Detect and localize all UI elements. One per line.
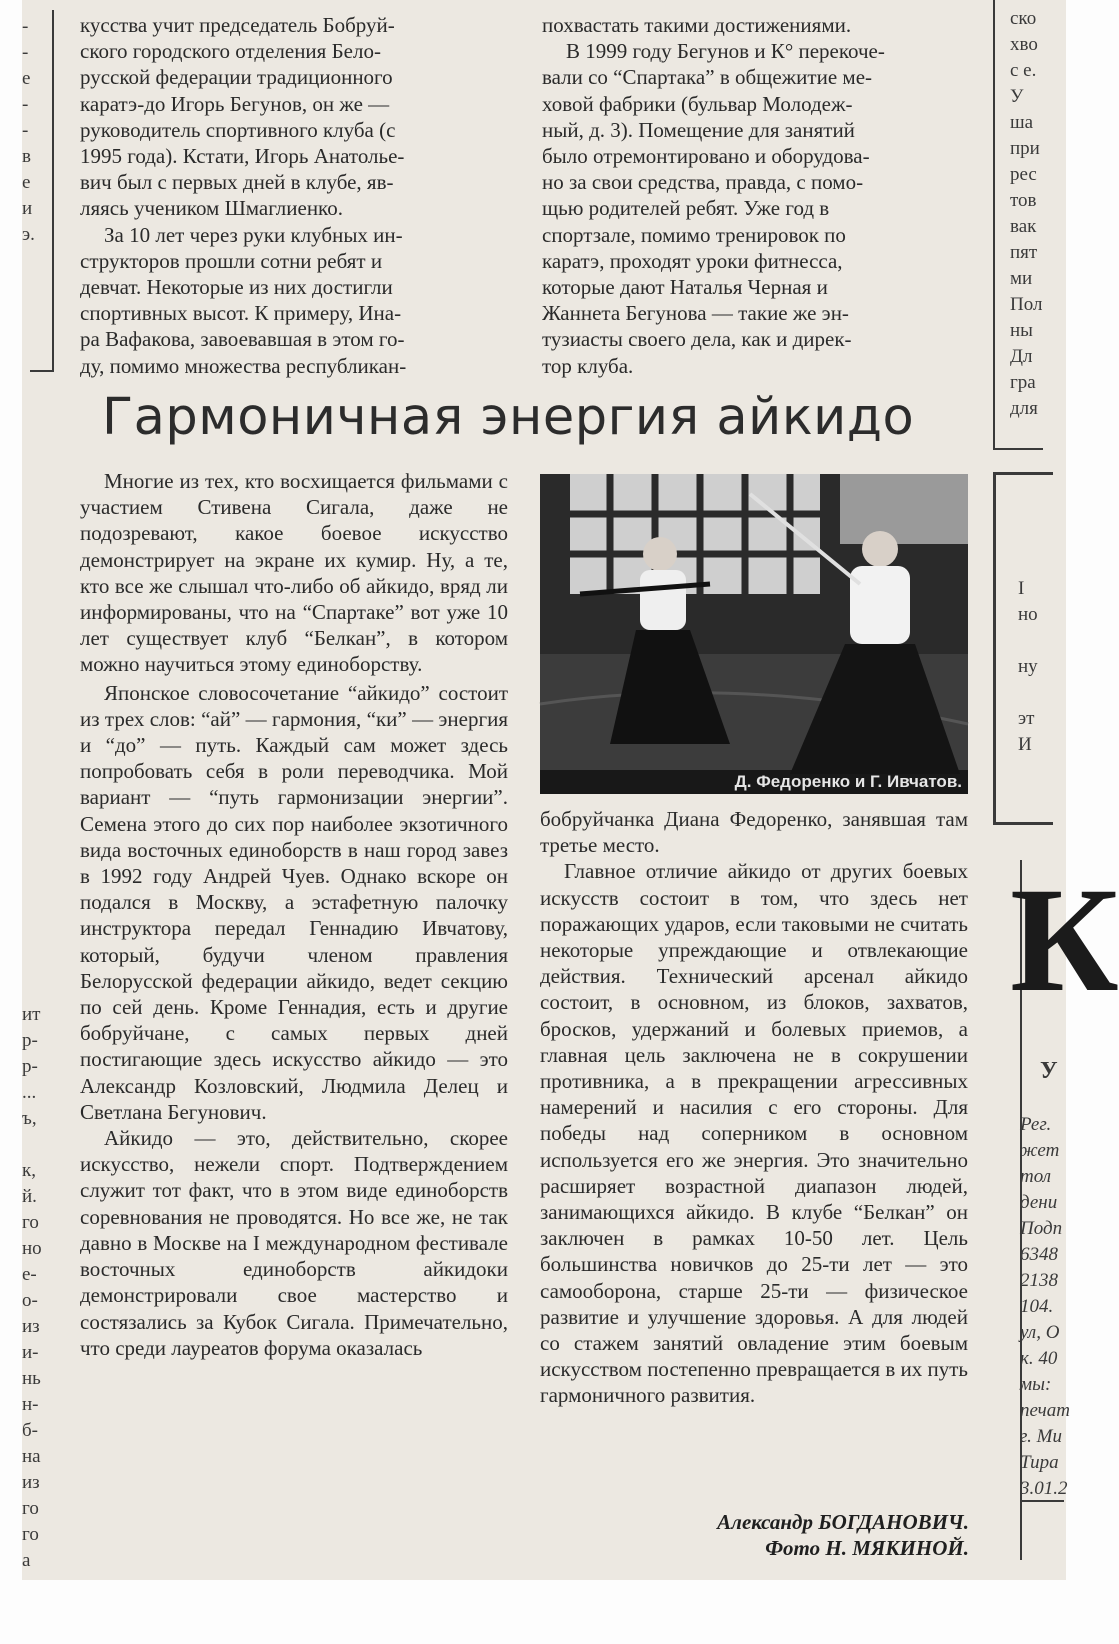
edge-fragment: нь: [22, 1368, 41, 1389]
left-column-rule: [52, 10, 54, 370]
sidebar-rule-bottom: [993, 448, 1043, 450]
edge-fragment: 6348: [1020, 1244, 1058, 1265]
edge-fragment: го: [22, 1498, 39, 1519]
edge-fragment: е: [22, 172, 31, 193]
edge-fragment: [22, 586, 50, 612]
edge-fragment: [22, 508, 50, 534]
edge-fragment: [22, 326, 50, 352]
edge-fragment: -: [22, 42, 29, 63]
text-line: щью родителей ребят. Уже год в: [542, 196, 830, 221]
text-line: каратэ-до Игорь Бегунов, он же —: [80, 91, 390, 116]
edge-fragment: тол: [1020, 1166, 1052, 1187]
sidebar-imprint-rule: [1020, 1500, 1064, 1502]
edge-fragment: гра: [1010, 372, 1036, 393]
photo-caption: Д. Федоренко и Г. Ивчатов.: [540, 770, 968, 794]
sidebar-middle-fragments: [1018, 576, 1056, 758]
text-line: тузиасты своего дела, как и дирек-: [542, 327, 852, 352]
edge-fragment: при: [1010, 138, 1040, 159]
edge-fragment: ...: [22, 1082, 37, 1103]
edge-fragment: 104.: [1020, 1296, 1054, 1317]
edge-fragment: I: [1018, 578, 1025, 599]
text-line: вич был с первых дней в клубе, яв-: [80, 170, 394, 195]
edge-fragment: Пол: [1010, 294, 1043, 315]
sidebar-imprint-fragments: [1020, 1112, 1070, 1502]
edge-fragment: е: [22, 68, 31, 89]
text-line: ского городского отделения Бело-: [80, 39, 381, 64]
edge-fragment: р-: [22, 1030, 38, 1051]
edge-fragment: вак: [1010, 216, 1037, 237]
article-photo: [540, 474, 968, 794]
edge-fragment: [22, 352, 50, 378]
edge-fragment: ша: [1010, 112, 1034, 133]
edge-fragment: го: [22, 1524, 39, 1545]
left-column-rule-bottom: [30, 370, 54, 372]
text-line: спортзале, помимо тренировок по: [542, 222, 846, 247]
edge-fragment: [22, 274, 50, 300]
text-line: кусства учит председатель Бобруй-: [80, 13, 395, 37]
paragraph-etymology: Японское словосочетание “айкидо” состоит из трех слов: “ай” — гармония, “ки” — энергия и “до” — путь. Каждый сам может здесь попробовать себя в роли переводчика. Мой вариант — “путь гармонизации энергии”. Семена этого до сих пор наиболее экзотичного вида восточных единоборств в наш город завез в 1992 году Андрей Чуев. Однако вскоре он подался в Москву, а эстафетную палочку инструктора передал Геннадию Ивчатову, который, будучи членом правления Белорусской федерации айкидо, ведет секцию по сей день. Кроме Геннадия, есть и другие бобруйчане, с самых первых дней постигающие здесь искусство айкидо — это Александр Козловский, Людмила Делец и Светлана Бегунович.: [80, 680, 508, 1124]
edge-fragment: Подп: [1020, 1218, 1063, 1239]
edge-fragment: хво: [1010, 34, 1038, 55]
edge-fragment: ско: [1010, 8, 1037, 29]
text-line: В 1999 году Бегунов и К° перекоче-: [566, 39, 885, 64]
text-line: Жаннета Бегунова — такие же эн-: [542, 301, 849, 326]
edge-fragment: У: [1010, 86, 1024, 107]
text-line: но за свои средства, правда, с помо-: [542, 170, 864, 195]
edge-fragment: [22, 716, 50, 742]
edge-fragment: [22, 924, 50, 950]
sidebar-box-top: [993, 472, 1053, 475]
edge-fragment: ну: [1018, 656, 1038, 677]
text-line: было отремонтировано и оборудова-: [542, 144, 870, 169]
edge-fragment: [22, 664, 50, 690]
edge-fragment: но: [22, 1238, 42, 1259]
paragraph-competition: Айкидо — это, действительно, скорее искусство, нежели спорт. Подтверждением служит тот факт, что в этом виде единоборств соревнования не проводятся. Но все же, не так давно в Москве на I международном фестивале восточных единоборств айкидоки демонстрировали свое мастерство и состязались за Кубок Сигала. Примечательно, что среди лауреатов форума оказалась: [80, 1126, 508, 1360]
text-line: девчат. Некоторые из них достигли: [80, 275, 393, 300]
top-left-column: [80, 12, 508, 379]
edge-fragment: э.: [22, 224, 35, 245]
edge-fragment: [1018, 628, 1056, 654]
left-edge-fragments: [22, 14, 50, 1574]
edge-fragment: 2138: [1020, 1270, 1058, 1291]
text-line: ляясь учеником Шмаглиенко.: [80, 196, 343, 221]
edge-fragment: й.: [22, 1186, 37, 1207]
photo-credit: Фото Н. МЯКИНОЙ.: [765, 1536, 969, 1560]
edge-fragment: Тира: [1020, 1452, 1059, 1473]
text-line: спортивных высот. К примеру, Ина-: [80, 301, 402, 326]
edge-fragment: [22, 872, 50, 898]
edge-fragment: ул, О: [1020, 1322, 1060, 1343]
edge-fragment: из: [22, 1472, 40, 1493]
text-line: руководитель спортивного клуба (с: [80, 117, 396, 142]
edge-fragment: [22, 300, 50, 326]
edge-fragment: [22, 638, 50, 664]
edge-fragment: печат: [1020, 1400, 1070, 1421]
paragraph-laureate: бобруйчанка Диана Федоренко, занявшая там третье место.: [540, 807, 968, 858]
edge-fragment: Дл: [1010, 346, 1033, 367]
edge-fragment: [22, 690, 50, 716]
edge-fragment: н-: [22, 1394, 39, 1415]
edge-fragment: рес: [1010, 164, 1037, 185]
edge-fragment: из: [22, 1316, 40, 1337]
edge-fragment: эт: [1018, 708, 1035, 729]
sidebar-box-bottom: [993, 822, 1053, 825]
edge-fragment: р-: [22, 1056, 38, 1077]
edge-fragment: [22, 430, 50, 456]
edge-fragment: и-: [22, 1342, 39, 1363]
article-left-column: [80, 468, 508, 1361]
text-line: тор клуба.: [542, 353, 634, 378]
edge-fragment: б-: [22, 1420, 38, 1441]
edge-fragment: на: [22, 1446, 41, 1467]
edge-fragment: жет: [1020, 1140, 1060, 1161]
edge-fragment: го: [22, 1212, 39, 1233]
text-line: 1995 года). Кстати, Игорь Анатолье-: [80, 144, 405, 169]
sidebar-top-fragments: [1010, 6, 1054, 422]
text-line: русской федерации традиционного: [80, 65, 393, 90]
edge-fragment: [22, 976, 50, 1002]
sidebar-letter-u: У: [1040, 1058, 1058, 1084]
sidebar-rule: [993, 0, 995, 450]
edge-fragment: [22, 846, 50, 872]
article-right-column: [540, 806, 968, 1409]
edge-fragment: И: [1018, 734, 1032, 755]
text-line: ра Вафакова, завоевавшая в этом го-: [80, 327, 405, 352]
edge-fragment: ны: [1010, 320, 1033, 341]
edge-fragment: [22, 378, 50, 404]
edge-fragment: мы:: [1020, 1374, 1052, 1395]
edge-fragment: [22, 534, 50, 560]
text-line: каратэ, проходят уроки фитнесса,: [542, 248, 843, 273]
text-line: ховой фабрики (бульвар Молодеж-: [542, 91, 853, 116]
aikido-photo-illustration: [540, 474, 968, 794]
top-right-column: [542, 12, 970, 379]
edge-fragment: [22, 612, 50, 638]
edge-fragment: для: [1010, 398, 1038, 419]
edge-fragment: ит: [22, 1004, 41, 1025]
edge-fragment: и: [22, 198, 33, 219]
edge-fragment: -: [22, 94, 29, 115]
edge-fragment: но: [1018, 604, 1038, 625]
edge-fragment: [22, 820, 50, 846]
edge-fragment: дени: [1020, 1192, 1058, 1213]
edge-fragment: пят: [1010, 242, 1038, 263]
edge-fragment: [22, 768, 50, 794]
edge-fragment: [22, 404, 50, 430]
edge-fragment: [22, 742, 50, 768]
text-line: структоров прошли сотни ребят и: [80, 248, 383, 273]
edge-fragment: о-: [22, 1290, 38, 1311]
author-signature: Александр БОГДАНОВИЧ.: [717, 1510, 969, 1534]
edge-fragment: г. Ми: [1020, 1426, 1062, 1447]
edge-fragment: [22, 248, 50, 274]
edge-fragment: к,: [22, 1160, 36, 1181]
edge-fragment: а: [22, 1550, 31, 1571]
edge-fragment: [22, 482, 50, 508]
edge-fragment: [22, 898, 50, 924]
edge-fragment: [22, 794, 50, 820]
edge-fragment: тов: [1010, 190, 1037, 211]
paragraph-intro: Многие из тех, кто восхищается фильмами с участием Стивена Сигала, даже не подозревают, какое боевое искусство демонстрирует на экране их кумир. Ну, а те, кто все же слышал что-либо об айкидо, вряд ли информированы, что на “Спартаке” вот уже 10 лет существует клуб “Белкан”, в котором можно научиться этому единоборству.: [80, 469, 508, 677]
text-line: За 10 лет через руки клубных ин-: [104, 222, 403, 247]
text-line: ду, помимо множества республикан-: [80, 353, 407, 378]
text-line: вали со “Спартака” в общежитие ме-: [542, 65, 873, 90]
edge-fragment: Рег.: [1020, 1114, 1052, 1135]
article-headline: Гармоничная энергия айкидо: [102, 388, 915, 447]
edge-fragment: е-: [22, 1264, 37, 1285]
edge-fragment: ъ,: [22, 1108, 37, 1129]
edge-fragment: [22, 456, 50, 482]
edge-fragment: к. 40: [1020, 1348, 1058, 1369]
text-line: ный, д. 3). Помещение для занятий: [542, 117, 855, 142]
text-line: которые дают Наталья Черная и: [542, 275, 828, 300]
text-line: похвастать такими достижениями.: [542, 13, 852, 37]
edge-fragment: [1018, 680, 1056, 706]
edge-fragment: 3.01.2: [1020, 1478, 1068, 1499]
sidebar-box-border: [993, 472, 996, 824]
edge-fragment: [22, 560, 50, 586]
edge-fragment: в: [22, 146, 31, 167]
paragraph-differences: Главное отличие айкидо от других боевых искусств состоит в том, что здесь нет поражающих ударов, если таковыми не считать некоторые упреждающие и отвлекающие действия. Технический арсенал айкидо состоит, в основном, из блоков, захватов, бросков, удержаний и болевых приемов, а главная цель заключена не в сокрушении противника, а в прекращении агрессивных намерений и насилия с его стороны. Для победы над соперником в основном используется его же энергия. Это значительно расширяет возрастной диапазон людей, занимающихся айкидо. В клубе “Белкан” он заключен в рамках 10-50 лет. Цель большинства новичков до 25-ти лет — это самооборона, старше 25-ти — физическое развитие и улучшение здоровья. А для людей со стажем занятий овладение этим боевым искусством постепенно превращается в их путь гармоничного развития.: [540, 859, 968, 1408]
edge-fragment: -: [22, 16, 29, 37]
edge-fragment: с е.: [1010, 60, 1037, 81]
edge-fragment: [22, 1132, 50, 1158]
edge-fragment: [22, 950, 50, 976]
edge-fragment: -: [22, 120, 29, 141]
sidebar-large-letter: К: [1010, 857, 1119, 1023]
edge-fragment: ми: [1010, 268, 1033, 289]
